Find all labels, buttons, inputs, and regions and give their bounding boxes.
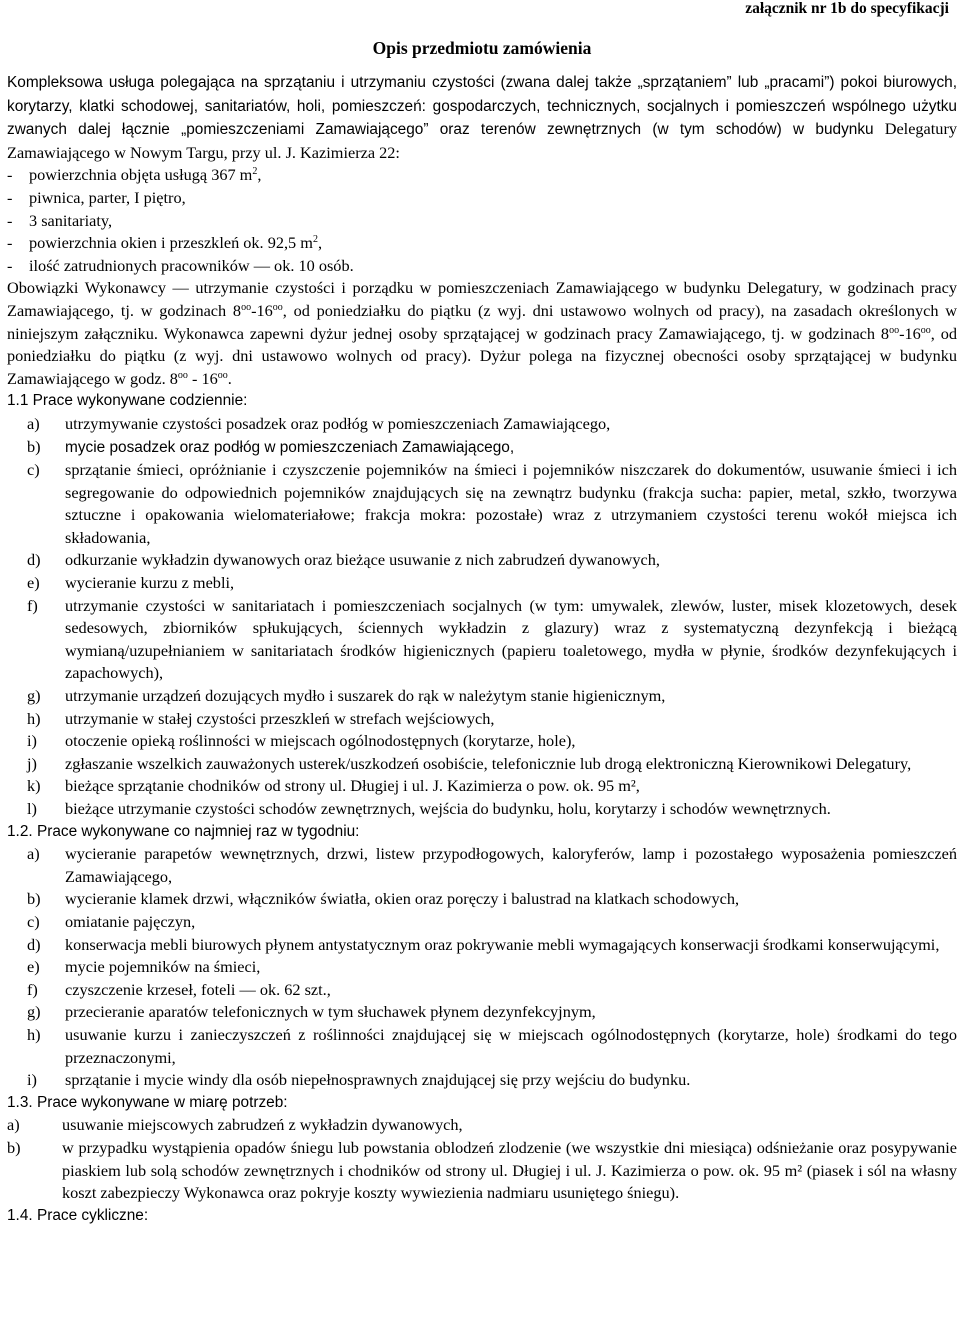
- list-item: c) omiatanie pajęczyn,: [27, 911, 196, 931]
- fact-item: - piwnica, parter, I piętro,: [7, 187, 186, 207]
- list-item: j) zgłaszanie wszelkich zauważonych usterek/uszkodzeń osobiście, telefonicznie lub drogą elektroniczną Kierownikowi Delegatury,: [27, 753, 912, 773]
- list-item: i) sprzątanie i mycie windy dla osób niepełnosprawnych znajdującej się przy wejściu do budynku.: [27, 1070, 691, 1090]
- list-item: e) wycieranie kurzu z mebli,: [27, 573, 235, 593]
- intro-part2: Delegatury Zamawiającego w Nowym Targu, przy ul. J. Kazimierza 22:: [7, 119, 958, 162]
- attachment-label: załącznik nr 1b do specyfikacji: [745, 0, 949, 17]
- list-item: b) mycie posadzek oraz podłóg w pomieszczeniach Zamawiającego,: [27, 436, 515, 456]
- list-item: g) utrzymanie urządzeń dozujących mydło i suszarek do rąk w należytym stanie higienicznym,: [27, 686, 666, 706]
- duties-paragraph: Obowiązki Wykonawcy — utrzymanie czystości i porządku w pomieszczeniach Zamawiającego w budynku Delegatury, w godzinach pracy Zamawiającego, tj. w godzinach $8^{oo}-16^{oo}$, od poniedziałku do piątku (z wyj. dni ustawowo wolnych od pracy), na zasadach określonych w niniejszym załączniku. Wykonawca zapewni dyżur jednej osoby sprzątającej w godzinach pracy Zamawiającego, tj. w godzinach $8^{oo}-16^{oo}$, od poniedziałku do piątku (z wyj. dni ustawowo wolnych od pracy). Dyżur polega na fizycznej obecności osoby sprzątającej w budynku Zamawiającego w godz. $8^{oo} - 16^{oo}$.: [7, 278, 957, 388]
- fact-item: - powierzchnia okien i przeszkleń ok. 92,5 $m^2$,: [7, 233, 323, 253]
- list-item: f) czyszczenie krzeseł, foteli — ok. 62 szt.,: [27, 979, 331, 999]
- section-heading-weekly: 1.2. Prace wykonywane co najmniej raz w tygodniu:: [7, 822, 360, 840]
- daily-list: [7, 413, 957, 821]
- document-body: [7, 71, 957, 1227]
- fact-item: - 3 sanitariaty,: [7, 210, 113, 230]
- fact-item: - ilość zatrudnionych pracowników — ok. 10 osób.: [7, 255, 354, 275]
- list-item: h) utrzymanie w stałej czystości przeszkleń w strefach wejściowych,: [27, 708, 495, 728]
- list-item: a) utrzymywanie czystości posadzek oraz podłóg w pomieszczeniach Zamawiającego,: [27, 413, 611, 433]
- list-item: h) usuwanie kurzu i zanieczyszczeń z roślinności znajdującej się w miejscach ogólnodostępnych (korytarze, hole) środkami do tego przeznaczonymi,: [27, 1024, 957, 1067]
- section-heading-daily: 1.1 Prace wykonywane codziennie:: [7, 392, 248, 410]
- list-item: b) w przypadku wystąpienia opadów śniegu lub powstania oblodzeń zlodzenie (we wszystkie dni miesiąca) odśnieżanie oraz posypywanie piaskiem lub solą schodów zewnętrznych i chodników od strony ul. Długiej i ul. J. Kazimierza o pow. ok. 95 m² (piasek i sól na własny koszt zabezpieczy Wykonawca oraz pokryje koszty wywiezienia nadmiaru usuniętego śniegu).: [7, 1137, 957, 1203]
- list-item: e) mycie pojemników na śmieci,: [27, 957, 261, 977]
- facts-list: [7, 164, 957, 277]
- section-heading-cyclic: 1.4. Prace cykliczne:: [7, 1206, 149, 1224]
- list-item: i) otoczenie opieką roślinności w miejscach ogólnodostępnych (korytarze, hole),: [27, 731, 576, 751]
- document-title: Opis przedmiotu zamówienia: [372, 38, 592, 58]
- list-item: d) konserwacja mebli biurowych płynem antystatycznym oraz pokrywanie mebli wymagających konserwacji środkami konserwującymi,: [27, 934, 940, 954]
- list-item: l) bieżące utrzymanie czystości schodów zewnętrznych, wejścia do budynku, holu, korytarzy i schodów wewnętrznych.: [27, 799, 831, 818]
- list-item: a) wycieranie parapetów wewnętrznych, drzwi, listew przypodłogowych, kaloryferów, lamp i pozostałego wyposażenia pomieszczeń Zamawiającego,: [27, 844, 957, 886]
- list-item: k) bieżące sprzątanie chodników od strony ul. Długiej i ul. J. Kazimierza o pow. ok. 95 m²,: [27, 776, 640, 796]
- intro-paragraph: [7, 71, 957, 164]
- list-item: a) usuwanie miejscowych zabrudzeń z wykładzin dywanowych,: [7, 1115, 463, 1135]
- list-item: d) odkurzanie wykładzin dywanowych oraz bieżące usuwanie z nich zabrudzeń dywanowych,: [27, 550, 660, 570]
- asneeded-list: [7, 1114, 957, 1204]
- weekly-list: [7, 843, 957, 1092]
- list-item: c) sprzątanie śmieci, opróżnianie i czyszczenie pojemników na śmieci i pojemników niszczarek do dokumentów, usuwanie śmieci i ich segregowanie do odpowiednich pojemników znajdujących się na zewnątrz budynku (frakcja sucha: papier, metal, szkło, tworzywa sztuczne i opakowania wielomateriałowe; frakcja mokra: pozostałe) wraz z utrzymaniem czystości terenu wokół miejsca ich składowania,: [27, 460, 957, 547]
- list-item: g) przecieranie aparatów telefonicznych w tym słuchawek płynem dezynfekcyjnym,: [27, 1002, 596, 1022]
- fact-item: - powierzchnia objęta usługą 367 $m^2$,: [7, 165, 262, 185]
- intro-part1: Kompleksowa usługa polegająca na sprzątaniu i utrzymaniu czystości (zwana dalej także „sprzątaniem” lub „pracami”) pokoi biurowych, korytarzy, klatki schodowej, sanitariatów, holi, pomieszczeń: gospodarczych, technicznych, socjalnych i pomieszczeń wspólnego użytku zwanych dalej łącznie „pomieszczeniami Zamawiającego” oraz terenów zewnętrznych (w tym schodów) w budynku: [7, 74, 957, 139]
- list-item: f) utrzymanie czystości w sanitariatach i pomieszczeniach socjalnych (w tym: umywalek, zlewów, luster, misek klozetowych, desek sedesowych, zbiorników spłukujących, ściennych wykładzin z glazury) wraz z systematyczną dezynfekcją i bieżącą wymianą/uzupełnianiem w sanitariatach środków higienicznych (papieru toaletowego, mydła w płynie, środków dezynfekujących i zapachowych),: [27, 595, 957, 683]
- list-item: b) wycieranie klamek drzwi, włączników światła, okien oraz poręczy i balustrad na klatkach schodowych,: [27, 889, 740, 909]
- section-heading-asneeded: 1.3. Prace wykonywane w miarę potrzeb:: [7, 1093, 288, 1111]
